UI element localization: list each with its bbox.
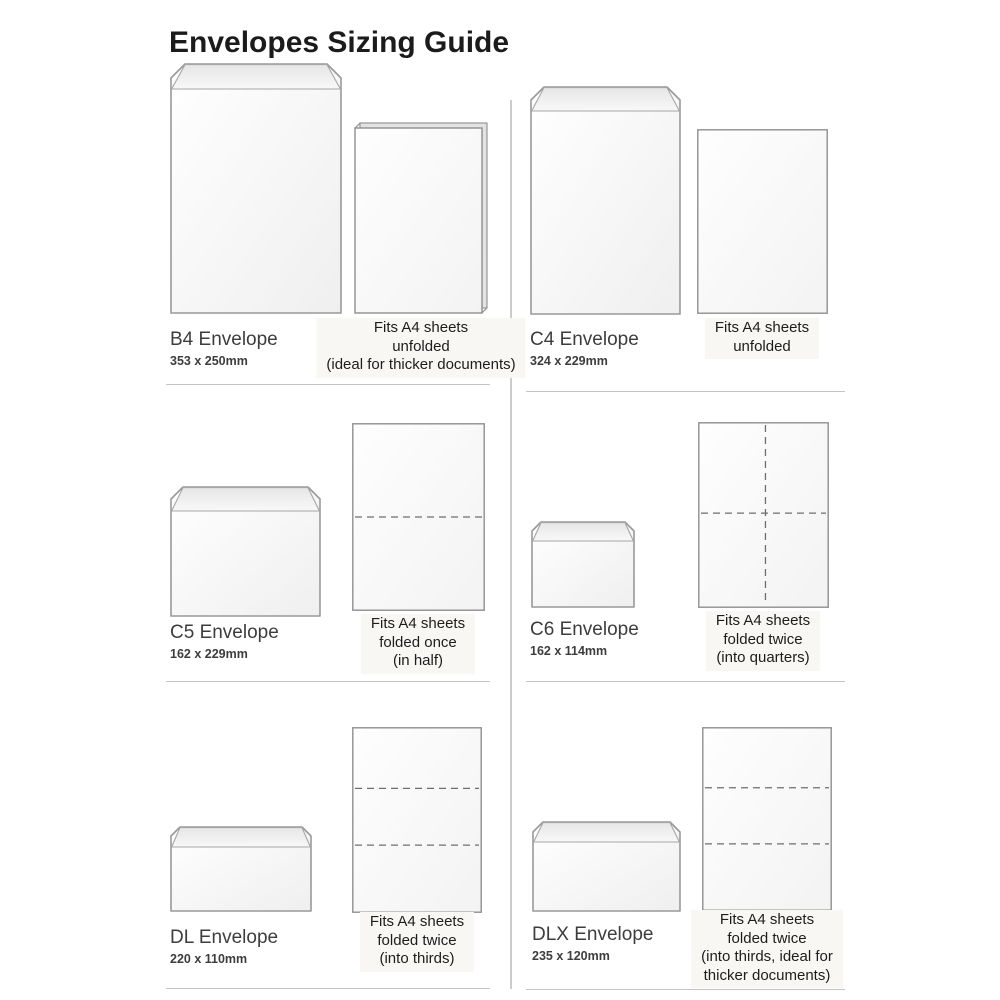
envelope-name: DL Envelope [170,927,279,948]
b4-a4-sheet-stack-graphic [354,122,488,314]
row-divider [526,391,845,392]
fit-caption-c5: Fits A4 sheets folded once (in half) [361,614,475,674]
row-divider [166,988,490,989]
dlx-envelope-graphic [532,821,681,912]
fit-caption-b4: Fits A4 sheets unfolded (ideal for thicker documents) [316,318,525,378]
envelope-label-block [532,923,653,965]
c6-a4-sheet-folded-quarters-graphic [698,422,829,608]
envelope-label-block [530,328,639,370]
envelope-name: C4 Envelope [530,329,639,350]
dl-a4-sheet-folded-thirds-graphic [352,727,482,913]
fit-caption-c4: Fits A4 sheets unfolded [705,318,819,359]
envelope-size: 353 x 250mm [170,354,248,368]
envelope-size: 324 x 229mm [530,354,608,368]
c5-a4-sheet-folded-half-graphic [352,423,485,611]
envelope-size: 162 x 229mm [170,647,248,661]
c4-envelope-graphic [530,86,681,315]
row-divider [166,681,490,682]
column-divider [510,100,512,989]
row-divider [526,989,845,990]
envelope-size: 162 x 114mm [530,644,608,658]
row-divider [526,681,845,682]
envelope-name: C5 Envelope [170,622,279,643]
c6-envelope-graphic [531,521,635,608]
envelope-label-block [170,328,278,370]
envelope-size: 220 x 110mm [170,952,248,966]
c4-a4-sheet-graphic [697,129,828,314]
envelope-name: C6 Envelope [530,619,639,640]
dl-envelope-graphic [170,826,312,912]
fit-caption-dl: Fits A4 sheets folded twice (into thirds) [360,912,474,972]
page-title: Envelopes Sizing Guide [169,26,510,60]
row-divider [166,384,490,385]
dlx-a4-sheet-folded-thirds-graphic [702,727,832,911]
envelope-name: B4 Envelope [170,329,278,350]
b4-envelope-graphic [170,63,342,314]
c5-envelope-graphic [170,486,321,617]
envelope-size: 235 x 120mm [532,949,610,963]
envelope-label-block [170,926,278,968]
envelope-name: DLX Envelope [532,924,654,945]
fit-caption-c6: Fits A4 sheets folded twice (into quarters) [706,611,820,671]
envelope-label-block [170,621,279,663]
envelope-label-block [530,618,639,660]
fit-caption-dlx: Fits A4 sheets folded twice (into thirds, ideal for thicker documents) [691,910,843,988]
